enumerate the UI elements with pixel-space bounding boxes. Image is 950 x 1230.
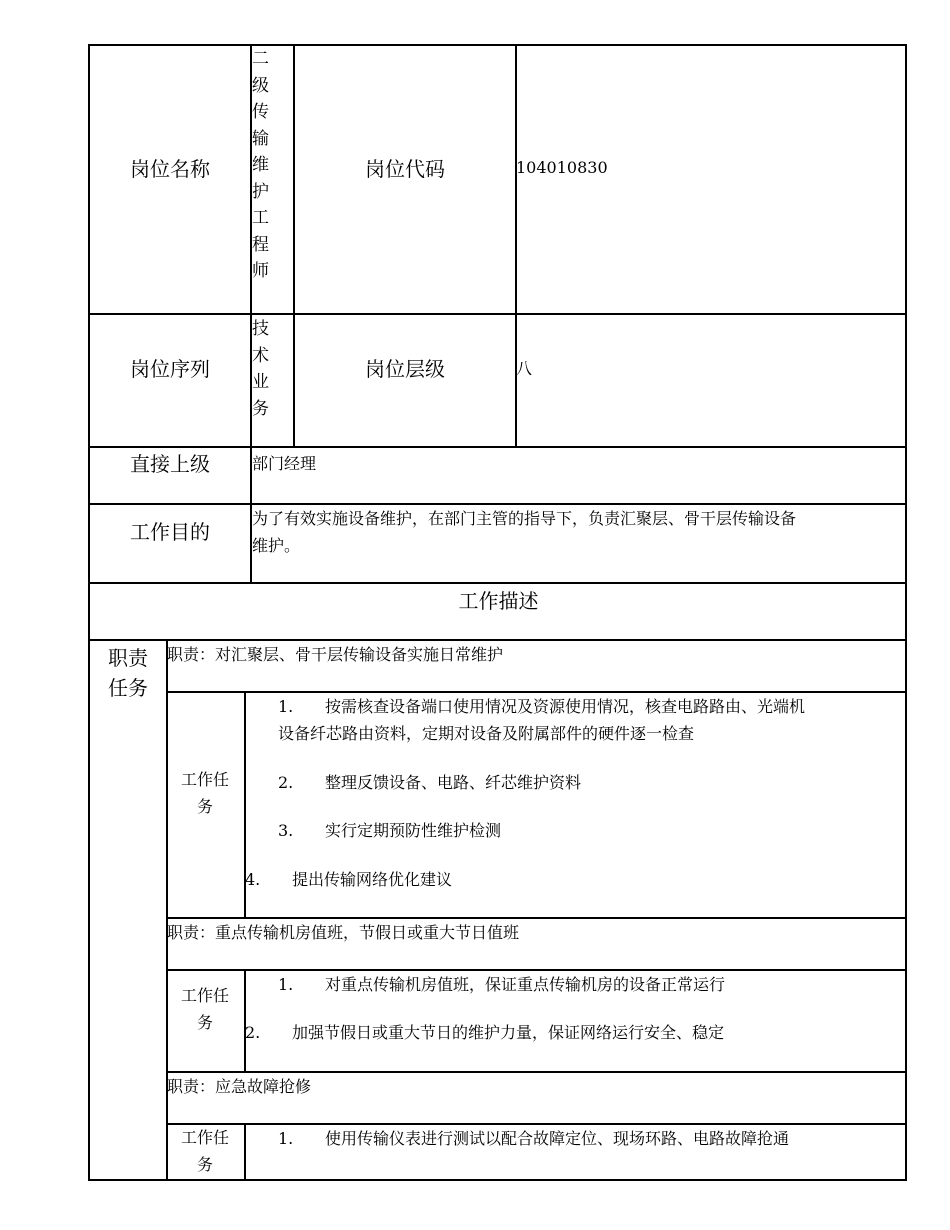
row-divider <box>88 582 907 584</box>
column-divider <box>293 44 295 446</box>
row-divider <box>88 503 907 505</box>
task-number: 1. <box>278 1129 294 1148</box>
work-description-title: 工作描述 <box>458 589 539 613</box>
duty-title: 职责：应急故障抢修 <box>167 1077 312 1096</box>
duty-title: 职责：对汇聚层、骨干层传输设备实施日常维护 <box>167 645 504 664</box>
task-label: 工作任 <box>180 770 229 789</box>
task-text: 提出传输网络优化建议 <box>292 870 453 889</box>
position-sequence-value: 技术业务 <box>252 319 269 419</box>
task-number: 1. <box>278 697 294 716</box>
work-purpose-line: 维护。 <box>252 536 301 555</box>
duties-tasks-label: 任务 <box>108 676 148 700</box>
work-purpose-line: 为了有效实施设备维护，在部门主管的指导下，负责汇聚层、骨干层传输设备 <box>252 509 797 528</box>
column-divider <box>515 44 517 446</box>
task-number: 2. <box>278 773 294 792</box>
work-purpose-label: 工作目的 <box>130 520 210 544</box>
position-name-label: 岗位名称 <box>130 157 210 181</box>
row-divider <box>88 639 907 641</box>
task-label: 务 <box>196 1013 213 1032</box>
column-divider <box>244 1123 246 1181</box>
task-number: 1. <box>278 975 294 994</box>
task-text: 按需核查设备端口使用情况及资源使用情况，核查电路路由、光端机 <box>325 697 806 716</box>
row-divider <box>88 446 907 448</box>
position-code-value: 104010830 <box>516 158 608 177</box>
task-label: 工作任 <box>180 1128 229 1147</box>
task-number: 4. <box>245 870 261 889</box>
direct-superior-label: 直接上级 <box>130 452 210 476</box>
position-sequence-label: 岗位序列 <box>130 357 210 381</box>
task-text: 加强节假日或重大节日的维护力量，保证网络运行安全、稳定 <box>292 1023 725 1042</box>
task-label: 工作任 <box>180 986 229 1005</box>
task-text: 实行定期预防性维护检测 <box>325 821 502 840</box>
row-divider <box>166 1123 907 1125</box>
direct-superior-value: 部门经理 <box>252 454 317 473</box>
task-number: 2. <box>245 1023 261 1042</box>
task-label: 务 <box>196 797 213 816</box>
position-level-value: 八 <box>516 359 533 378</box>
position-code-label: 岗位代码 <box>365 157 445 181</box>
row-divider <box>166 1071 907 1073</box>
row-divider <box>166 917 907 919</box>
task-text: 使用传输仪表进行测试以配合故障定位、现场环路、电路故障抢通 <box>325 1129 790 1148</box>
task-label: 务 <box>196 1155 213 1174</box>
duties-tasks-label: 职责 <box>108 646 148 670</box>
row-divider <box>166 691 907 693</box>
position-level-label: 岗位层级 <box>365 357 445 381</box>
task-number: 3. <box>278 821 294 840</box>
task-text: 设备纤芯路由资料，定期对设备及附属部件的硬件逐一检查 <box>278 724 695 743</box>
duty-title: 职责：重点传输机房值班，节假日或重大节日值班 <box>167 923 520 942</box>
row-divider <box>166 969 907 971</box>
task-text: 整理反馈设备、电路、纤芯维护资料 <box>325 773 582 792</box>
task-text: 对重点传输机房值班，保证重点传输机房的设备正常运行 <box>325 975 726 994</box>
position-name-value: 二级传输维护工程师 <box>252 49 269 281</box>
row-divider <box>88 313 907 315</box>
